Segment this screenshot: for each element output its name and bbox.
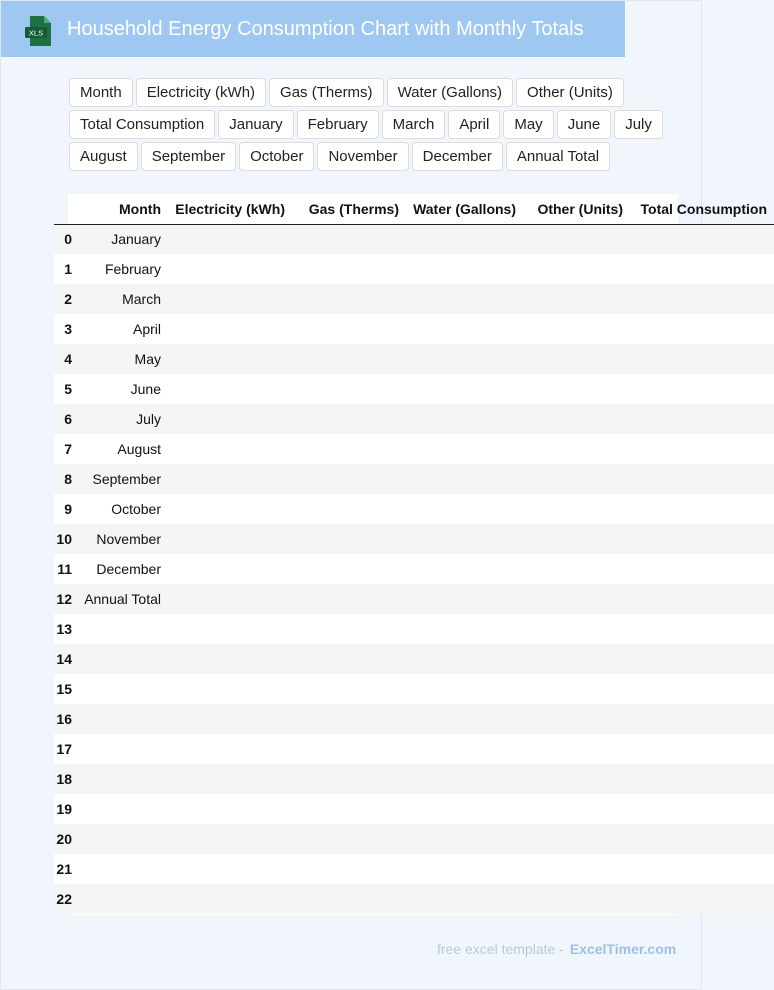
filter-chip[interactable]: Electricity (kWh): [136, 78, 266, 107]
footer-brand-link[interactable]: ExcelTimer.com: [569, 941, 677, 957]
table-cell[interactable]: [168, 824, 292, 854]
table-cell[interactable]: [630, 854, 774, 884]
row-index-cell[interactable]: 5: [64, 381, 72, 397]
table-cell[interactable]: [523, 734, 630, 764]
month-cell[interactable]: September: [92, 471, 161, 487]
table-cell[interactable]: [168, 464, 292, 494]
table-cell[interactable]: [630, 674, 774, 704]
table-cell[interactable]: [168, 494, 292, 524]
table-cell[interactable]: [406, 524, 523, 554]
column-header[interactable]: Water (Gallons): [406, 194, 523, 224]
table-cell[interactable]: [630, 464, 774, 494]
row-index-cell[interactable]: 20: [56, 831, 72, 847]
filter-chip[interactable]: December: [412, 142, 503, 171]
table-cell[interactable]: [523, 374, 630, 404]
table-cell[interactable]: [292, 344, 406, 374]
filter-chip[interactable]: January: [218, 110, 293, 139]
table-cell[interactable]: [292, 284, 406, 314]
table-cell[interactable]: [523, 854, 630, 884]
month-cell[interactable]: [72, 764, 168, 794]
row-index-cell[interactable]: 22: [56, 891, 72, 907]
filter-chip[interactable]: Annual Total: [506, 142, 610, 171]
month-cell[interactable]: [72, 704, 168, 734]
table-cell[interactable]: [523, 494, 630, 524]
table-cell[interactable]: [406, 854, 523, 884]
table-cell[interactable]: [168, 224, 292, 254]
table-cell[interactable]: [630, 344, 774, 374]
row-index-cell[interactable]: 4: [64, 351, 72, 367]
row-index-cell[interactable]: 1: [64, 261, 72, 277]
month-cell[interactable]: July: [136, 411, 161, 427]
table-cell[interactable]: [523, 794, 630, 824]
table-cell[interactable]: [630, 524, 774, 554]
month-cell[interactable]: [72, 884, 168, 914]
table-row: [54, 284, 774, 314]
table-cell[interactable]: [292, 584, 406, 614]
table-row: [54, 254, 774, 284]
row-index-cell[interactable]: 3: [64, 321, 72, 337]
row-index-cell[interactable]: 15: [56, 681, 72, 697]
table-cell[interactable]: [168, 764, 292, 794]
month-cell[interactable]: June: [130, 381, 161, 397]
month-cell[interactable]: November: [96, 531, 161, 547]
table-cell[interactable]: [523, 344, 630, 374]
table-row: [54, 434, 774, 464]
table-cell[interactable]: [168, 674, 292, 704]
table-cell[interactable]: [630, 614, 774, 644]
table-cell[interactable]: [168, 374, 292, 404]
table-cell[interactable]: [168, 584, 292, 614]
column-header[interactable]: Electricity (kWh): [168, 194, 292, 224]
table-row: [54, 764, 774, 794]
table-cell[interactable]: [406, 224, 523, 254]
row-index-cell[interactable]: 0: [64, 231, 72, 248]
table-cell[interactable]: [292, 494, 406, 524]
table-cell[interactable]: [630, 884, 774, 914]
table-row: [54, 464, 774, 494]
filter-chip[interactable]: August: [69, 142, 138, 171]
table-cell[interactable]: [292, 764, 406, 794]
row-index-cell[interactable]: 6: [64, 411, 72, 427]
table-cell[interactable]: [168, 884, 292, 914]
table-row: [54, 374, 774, 404]
table-cell[interactable]: [406, 404, 523, 434]
table-cell[interactable]: [630, 374, 774, 404]
row-index-cell[interactable]: 19: [56, 801, 72, 817]
table-cell[interactable]: [523, 614, 630, 644]
month-cell[interactable]: April: [132, 321, 161, 337]
table-row: [54, 854, 774, 884]
row-index-cell[interactable]: 7: [64, 441, 72, 457]
title-bar: [1, 1, 625, 57]
table-cell[interactable]: [168, 854, 292, 884]
table-cell[interactable]: [168, 344, 292, 374]
column-header[interactable]: Gas (Therms): [292, 194, 406, 224]
month-cell[interactable]: [72, 824, 168, 854]
table-cell[interactable]: [630, 224, 774, 254]
row-index-cell[interactable]: 18: [56, 771, 72, 787]
filter-chip[interactable]: September: [141, 142, 236, 171]
table-cell[interactable]: [168, 644, 292, 674]
table-cell[interactable]: [292, 554, 406, 584]
row-index-cell[interactable]: 17: [56, 741, 72, 757]
table-cell[interactable]: [292, 254, 406, 284]
excel-file-icon: [24, 15, 52, 47]
table-cell[interactable]: [292, 734, 406, 764]
table-cell[interactable]: [406, 704, 523, 734]
table-row: [54, 314, 774, 344]
table-cell[interactable]: [523, 284, 630, 314]
row-index-cell[interactable]: 12: [56, 591, 72, 607]
table-cell[interactable]: [406, 584, 523, 614]
table-cell[interactable]: [630, 644, 774, 674]
month-cell[interactable]: August: [117, 441, 161, 457]
table-cell[interactable]: [406, 734, 523, 764]
month-cell[interactable]: January: [111, 231, 161, 248]
table-cell[interactable]: [630, 824, 774, 854]
filter-chip[interactable]: March: [382, 110, 446, 139]
month-cell[interactable]: May: [134, 351, 161, 367]
table-cell[interactable]: [406, 494, 523, 524]
month-cell[interactable]: [72, 644, 168, 674]
table-cell[interactable]: [406, 374, 523, 404]
table-cell[interactable]: [292, 794, 406, 824]
filter-chip[interactable]: Month: [69, 78, 133, 107]
filter-chip[interactable]: July: [614, 110, 663, 139]
column-header[interactable]: Other (Units): [523, 194, 630, 224]
table-cell[interactable]: [406, 764, 523, 794]
table-cell[interactable]: [523, 404, 630, 434]
table-cell[interactable]: [168, 704, 292, 734]
table-cell[interactable]: [292, 644, 406, 674]
table-cell[interactable]: [168, 614, 292, 644]
table-cell[interactable]: [406, 284, 523, 314]
table-cell[interactable]: [523, 554, 630, 584]
row-index-cell[interactable]: 2: [64, 291, 72, 307]
table-cell[interactable]: [168, 524, 292, 554]
row-index-cell[interactable]: 16: [56, 711, 72, 727]
index-column-header[interactable]: [54, 194, 72, 224]
table-cell[interactable]: [523, 584, 630, 614]
table-cell[interactable]: [523, 524, 630, 554]
table-cell[interactable]: [406, 464, 523, 494]
table-cell[interactable]: [406, 644, 523, 674]
filter-chip[interactable]: June: [557, 110, 612, 139]
table-cell[interactable]: [292, 434, 406, 464]
filter-chip[interactable]: Other (Units): [516, 78, 624, 107]
table-cell[interactable]: [168, 554, 292, 584]
table-cell[interactable]: [168, 314, 292, 344]
table-cell[interactable]: [406, 344, 523, 374]
table-cell[interactable]: [523, 824, 630, 854]
table-cell[interactable]: [523, 674, 630, 704]
table-row: [54, 824, 774, 854]
table-row: [54, 614, 774, 644]
table-cell[interactable]: [406, 824, 523, 854]
row-index-cell[interactable]: 13: [56, 621, 72, 637]
table-cell[interactable]: [406, 674, 523, 704]
table-cell[interactable]: [523, 224, 630, 254]
table-header-row: [54, 194, 774, 224]
table-cell[interactable]: [630, 284, 774, 314]
month-cell[interactable]: [72, 854, 168, 884]
table-cell[interactable]: [292, 854, 406, 884]
table-cell[interactable]: [292, 314, 406, 344]
table-cell[interactable]: [292, 224, 406, 254]
row-index-cell[interactable]: 11: [57, 561, 72, 577]
month-cell[interactable]: [72, 794, 168, 824]
filter-chip[interactable]: Water (Gallons): [387, 78, 513, 107]
table-cell[interactable]: [523, 764, 630, 794]
table-row: [54, 554, 774, 584]
month-cell[interactable]: October: [111, 501, 161, 517]
table-row: [54, 794, 774, 824]
table-cell[interactable]: [630, 704, 774, 734]
table-cell[interactable]: [168, 434, 292, 464]
table-cell[interactable]: [630, 764, 774, 794]
row-index-cell[interactable]: 9: [64, 501, 72, 517]
table-cell[interactable]: [406, 614, 523, 644]
month-cell[interactable]: December: [96, 561, 161, 577]
month-cell[interactable]: March: [122, 291, 161, 307]
table-cell[interactable]: [168, 734, 292, 764]
table-row: [54, 644, 774, 674]
filter-chip[interactable]: May: [503, 110, 553, 139]
table-cell[interactable]: [406, 254, 523, 284]
table-cell[interactable]: [523, 254, 630, 284]
filter-chip[interactable]: November: [317, 142, 408, 171]
table-row: [54, 524, 774, 554]
table-row: [54, 734, 774, 764]
footer-free-text: free excel template -: [437, 941, 564, 957]
month-cell[interactable]: Annual Total: [84, 591, 161, 607]
table-cell[interactable]: [630, 404, 774, 434]
filter-chip[interactable]: February: [297, 110, 379, 139]
table-row: [54, 404, 774, 434]
table-cell[interactable]: [292, 824, 406, 854]
month-cell[interactable]: [72, 734, 168, 764]
table-row: [54, 674, 774, 704]
row-index-cell[interactable]: 14: [56, 651, 72, 667]
table-cell[interactable]: [523, 464, 630, 494]
footer: [437, 941, 676, 957]
row-index-cell[interactable]: 21: [56, 861, 72, 877]
filter-chip[interactable]: Gas (Therms): [269, 78, 384, 107]
table-cell[interactable]: [630, 554, 774, 584]
table-cell[interactable]: [292, 374, 406, 404]
table-cell[interactable]: [168, 794, 292, 824]
table-cell[interactable]: [292, 704, 406, 734]
table-cell[interactable]: [523, 644, 630, 674]
column-filter-chips: [69, 78, 669, 171]
table-cell[interactable]: [523, 314, 630, 344]
table-cell[interactable]: [406, 434, 523, 464]
table-row: [54, 344, 774, 374]
table-cell[interactable]: [523, 434, 630, 464]
table-cell[interactable]: [630, 794, 774, 824]
table-cell[interactable]: [292, 524, 406, 554]
row-index-cell[interactable]: 10: [56, 531, 72, 547]
xls-icon-label: XLS: [28, 28, 44, 38]
table-row: [54, 884, 774, 914]
column-header[interactable]: Month: [72, 194, 168, 224]
row-index-cell[interactable]: 8: [64, 471, 72, 487]
column-header[interactable]: Total Consumption: [630, 194, 774, 224]
table-cell[interactable]: [292, 614, 406, 644]
page-title: Household Energy Consumption Chart with Monthly Totals: [67, 18, 584, 40]
table-cell[interactable]: [406, 554, 523, 584]
table-cell[interactable]: [168, 284, 292, 314]
table-cell[interactable]: [292, 674, 406, 704]
table-cell[interactable]: [523, 884, 630, 914]
table-cell[interactable]: [630, 254, 774, 284]
month-cell[interactable]: February: [104, 261, 161, 277]
table-cell[interactable]: [406, 794, 523, 824]
table-cell[interactable]: [406, 314, 523, 344]
table-row: [54, 704, 774, 734]
table-row: [54, 224, 774, 254]
month-cell[interactable]: [72, 614, 168, 644]
table-cell[interactable]: [292, 884, 406, 914]
table-cell[interactable]: [630, 314, 774, 344]
filter-chip[interactable]: April: [448, 110, 500, 139]
table-cell[interactable]: [523, 704, 630, 734]
table-cell[interactable]: [630, 734, 774, 764]
table-cell[interactable]: [630, 434, 774, 464]
table-cell[interactable]: [630, 584, 774, 614]
filter-chip[interactable]: Total Consumption: [69, 110, 215, 139]
filter-chip[interactable]: October: [239, 142, 314, 171]
table-cell[interactable]: [168, 404, 292, 434]
table-cell[interactable]: [168, 254, 292, 284]
table-cell[interactable]: [292, 464, 406, 494]
table-cell[interactable]: [292, 404, 406, 434]
table-row: [54, 584, 774, 614]
data-table: [56, 194, 767, 915]
table-cell[interactable]: [406, 884, 523, 914]
table-body: [54, 224, 774, 914]
month-cell[interactable]: [72, 674, 168, 704]
table-row: [54, 494, 774, 524]
table-cell[interactable]: [630, 494, 774, 524]
